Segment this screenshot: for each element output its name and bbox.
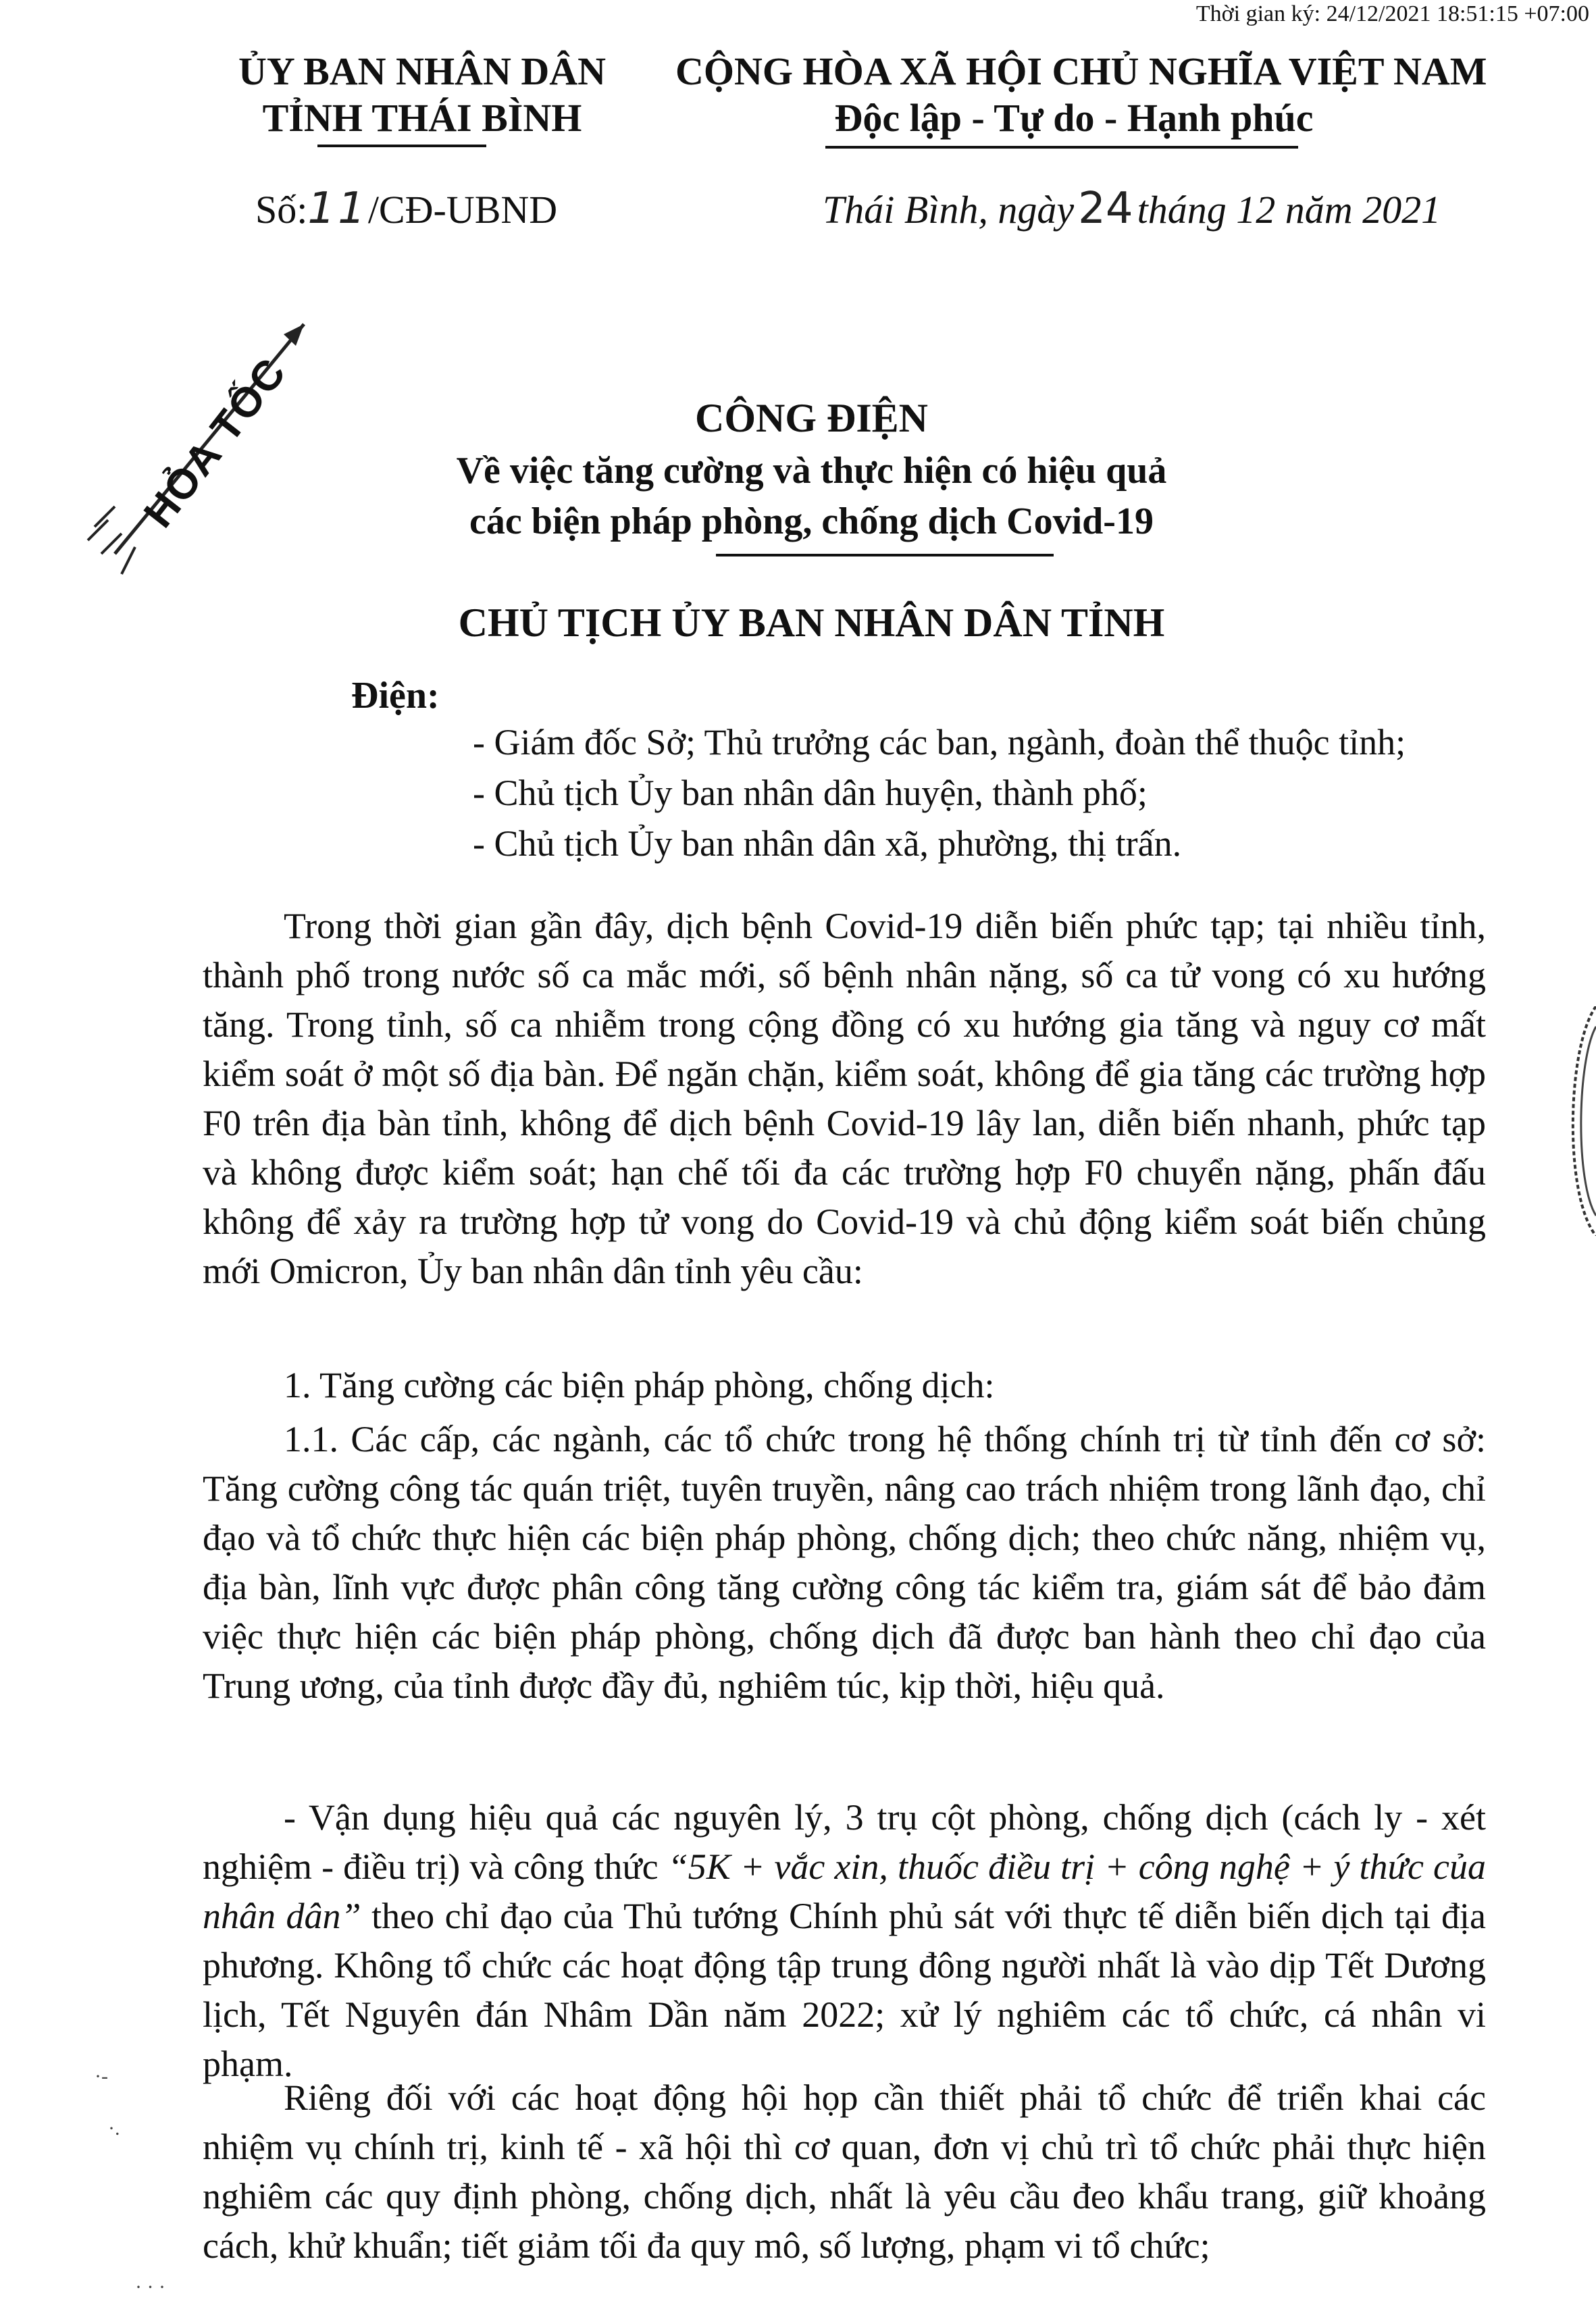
body-intro: Trong thời gian gần đây, dịch bệnh Covid-19 diễn biến phức tạp; tại nhiều tỉnh, thành phố trong nước số ca mắc mới, số bệnh nhân nặng, số ca tử vong có xu hướng tăng. Trong tỉnh, số ca nhiễm trong cộng đồng có xu hướng gia tăng và nguy cơ mất kiểm soát ở một số địa bàn. Để ngăn chặn, kiểm soát, không để gia tăng các trường hợp F0 trên địa bàn tỉnh, không để dịch bệnh Covid-19 lây lan, diễn biến nhanh, phức tạp và không được kiểm soát; hạn chế tối đa các trường hợp F0 chuyển nặng, phấn đấu không để xảy ra trường hợp tử vong do Covid-19 và chủ động kiểm soát biến chủng mới Omicron, Ủy ban nhân dân tỉnh yêu cầu: bbox=[203, 906, 1486, 1291]
urgent-stamp-text: HỎA TỐC bbox=[134, 349, 296, 536]
document-type: CÔNG ĐIỆN bbox=[694, 396, 929, 440]
signature-timestamp: Thời gian ký: 24/12/2021 18:51:15 +07:00 bbox=[1195, 1, 1589, 26]
formula-quote: “5K + vắc xin, thuốc điều trị + công nghệ + ý thức của nhân dân” bbox=[203, 1846, 1486, 1936]
margin-mark: ·. bbox=[108, 2117, 120, 2140]
document-subject-line1: Về việc tăng cường và thực hiện có hiệu quả bbox=[456, 450, 1167, 492]
recipient-list bbox=[473, 717, 1406, 869]
seal-edge-graphic bbox=[1560, 1006, 1596, 1236]
handwritten-number: 11 bbox=[307, 184, 368, 234]
recipient-item: - Chủ tịch Ủy ban nhân dân huyện, thành phố; bbox=[473, 773, 1148, 813]
bullet-principles: - Vận dụng hiệu quả các nguyên lý, 3 trụ cột phòng, chống dịch (cách ly - xét nghiệm - điều trị) và công thức “5K + vắc xin, thuốc điều trị + công nghệ + ý thức của nhân dân” theo chỉ đạo của Thủ tướng Chính phủ sát với thực tế diễn biến dịch tại địa phương. Không tổ chức các hoạt động tập trung đông người nhất là vào dịp Tết Dương lịch, Tết Nguyên đán Nhâm Dần năm 2022; xử lý nghiêm các tổ chức, cá nhân vi phạm. bbox=[203, 1797, 1486, 2084]
document-number: Số:11/CĐ-UBND bbox=[255, 184, 558, 234]
recipient-item: - Giám đốc Sở; Thủ trưởng các ban, ngành, đoàn thể thuộc tỉnh; bbox=[473, 722, 1406, 762]
document-subject-line2: các biện pháp phòng, chống dịch Covid-19 bbox=[469, 500, 1154, 542]
subject-underline bbox=[716, 554, 1054, 556]
meetings-paragraph: Riêng đối với các hoạt động hội họp cần thiết phải tổ chức để triển khai các nhiệm vụ chính trị, kinh tế - xã hội thì cơ quan, đơn vị chủ trì tổ chức phải thực hiện nghiêm các quy định phòng, chống dịch, nhất là yêu cầu đeo khẩu trang, giữ khoảng cách, khử khuẩn; tiết giảm tối đa quy mô, số lượng, phạm vi tổ chức; bbox=[203, 2077, 1486, 2266]
national-header bbox=[675, 49, 1487, 140]
margin-mark: · · · bbox=[135, 2276, 165, 2298]
agency-underline bbox=[317, 145, 486, 147]
nation-motto: Độc lập - Tự do - Hạnh phúc bbox=[834, 96, 1314, 140]
agency-line1: ỦY BAN NHÂN DÂN bbox=[238, 49, 606, 93]
motto-underline bbox=[825, 146, 1298, 149]
recipient-item: - Chủ tịch Ủy ban nhân dân xã, phường, thị trấn. bbox=[473, 823, 1182, 864]
recipients-label: Điện: bbox=[351, 675, 440, 717]
issue-date: Thái Bình, ngày24 tháng 12 năm 2021 bbox=[823, 184, 1441, 234]
urgent-stamp bbox=[74, 304, 331, 588]
section-1-1: 1.1. Các cấp, các ngành, các tổ chức trong hệ thống chính trị từ tỉnh đến cơ sở: Tăng cường công tác quán triệt, tuyên truyền, nâng cao trách nhiệm trong lãnh đạo, chỉ đạo và tổ chức thực hiện các biện pháp phòng, chống dịch; theo chức năng, nhiệm vụ, địa bàn, lĩnh vực được phân công tăng cường công tác kiểm tra, giám sát để bảo đảm việc thực hiện các biện pháp phòng, chống dịch đã được ban hành theo chỉ đạo của Trung ương, của tỉnh được đầy đủ, nghiêm túc, kịp thời, hiệu quả. bbox=[203, 1419, 1486, 1706]
seal-edge bbox=[1560, 1006, 1596, 1236]
issuer-title: CHỦ TỊCH ỦY BAN NHÂN DÂN TỈNH bbox=[458, 600, 1165, 645]
margin-mark: ·- bbox=[95, 2065, 108, 2088]
section-1-heading: 1. Tăng cường các biện pháp phòng, chống dịch: bbox=[284, 1365, 995, 1405]
handwritten-day: 24 bbox=[1078, 184, 1133, 234]
nation-line1: CỘNG HÒA XÃ HỘI CHỦ NGHĨA VIỆT NAM bbox=[675, 49, 1487, 93]
agency-name bbox=[223, 49, 621, 140]
agency-line2: TỈNH THÁI BÌNH bbox=[262, 96, 582, 140]
